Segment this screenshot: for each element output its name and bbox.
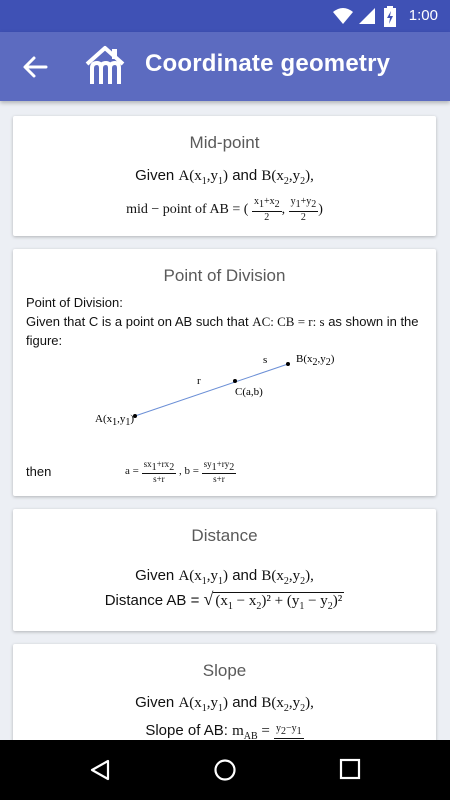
slope-formula (13, 722, 436, 740)
and-word: and (232, 167, 258, 184)
fraction-b-den: s+r (213, 473, 225, 484)
division-heading: Point of Division: (26, 295, 123, 310)
point-a: $A(x_1,y_1)$ (178, 168, 229, 187)
card-midpoint[interactable] (13, 116, 436, 236)
given-line (13, 167, 436, 187)
app-bar (0, 32, 450, 101)
navigation-bar (0, 740, 450, 800)
fraction-b-num: $sy_1+ry_2$ (203, 459, 235, 473)
home-nav-icon[interactable] (213, 758, 237, 782)
then-label: then (26, 464, 52, 479)
fraction-y-den: 2 (300, 212, 306, 223)
point-a: $A(x_1,y_1)$ (178, 695, 229, 714)
point-a: $A(x_1,y_1)$ (178, 568, 229, 587)
slope-given-line (13, 694, 436, 714)
card-title: Point of Division (163, 266, 286, 285)
signal-icon (358, 6, 376, 26)
fraction-b (202, 459, 237, 484)
fraction-a (142, 459, 177, 484)
battery-icon (384, 6, 396, 27)
status-time: 1:00 (408, 7, 438, 24)
slope-num: $y_2-y_1$ (276, 723, 302, 738)
back-arrow-icon[interactable] (20, 52, 50, 82)
fraction-y-num: $y_1+y_2$ (290, 196, 317, 210)
recents-nav-icon[interactable] (339, 758, 361, 780)
card-slope[interactable] (13, 644, 436, 740)
status-bar (0, 0, 450, 32)
radical: √ (203, 589, 214, 609)
app-logo-icon (84, 44, 126, 88)
given-word: Given (135, 567, 175, 584)
fraction-y (289, 196, 319, 224)
and-word: and (232, 694, 258, 711)
division-line-tail: as shown in the (328, 314, 419, 329)
division-result (125, 459, 236, 484)
slope-fraction (274, 723, 304, 739)
given-word: Given (135, 167, 175, 184)
point-b: $B(x_2,y_2)$, (261, 695, 314, 714)
page-title: Coordinate geometry (145, 50, 391, 77)
division-figure (13, 347, 436, 437)
topic-list[interactable] (0, 101, 450, 740)
a-label: a = (125, 464, 139, 477)
wifi-icon (332, 6, 354, 26)
figure-label-c: C(a,b) (235, 386, 263, 398)
division-line-3: figure: (26, 333, 63, 348)
figure-label-r: r (197, 375, 201, 387)
m-ab: $m_{AB}$ = (232, 723, 270, 740)
formula-label: mid − point of AB = ( (126, 202, 249, 218)
division-line-text: Given that C is a point on AB such that (26, 314, 249, 329)
slope-label: Slope of AB: (145, 722, 228, 739)
fraction-a-num: $sx_1+rx_2$ (143, 459, 175, 473)
fraction-x-den: 2 (264, 212, 270, 223)
division-text (26, 293, 419, 350)
division-line (26, 312, 419, 331)
distance-given-line (13, 567, 436, 587)
b-label: , b = (178, 464, 199, 477)
distance-formula (13, 589, 436, 612)
given-word: Given (135, 694, 175, 711)
card-title: Mid-point (189, 133, 260, 152)
fraction-x (252, 196, 282, 224)
ratio-text: AC: CB = r: s (252, 314, 325, 329)
card-distance[interactable] (13, 509, 436, 631)
and-word: and (232, 567, 258, 584)
midpoint-formula: mid − point of AB = ( $\frac{x_1+x_2}{2}$ , $\frac{y_1+y_2}{2}$ ) (126, 196, 323, 223)
fraction-x-num: $x_1+x_2$ (253, 196, 280, 210)
distance-label: Distance AB = (104, 592, 200, 609)
close-paren: ) (318, 202, 323, 218)
radicand: $(x_1 - x_2)^2 + (y_1 - y_2)^2$ (215, 593, 343, 612)
figure-label-a: $A(x_1,y_1)$ (95, 413, 135, 429)
figure-label-b: $B(x_2,y_2)$ (296, 353, 335, 369)
card-title: Distance (191, 526, 258, 545)
card-title: Slope (202, 661, 247, 680)
point-b: $B(x_2,y_2)$, (261, 568, 314, 587)
back-nav-icon[interactable] (88, 758, 112, 782)
figure-label-s: s (263, 354, 268, 366)
point-b: $B(x_2,y_2)$, (261, 168, 314, 187)
card-point-of-division[interactable] (13, 249, 436, 496)
fraction-a-den: s+r (153, 473, 165, 484)
